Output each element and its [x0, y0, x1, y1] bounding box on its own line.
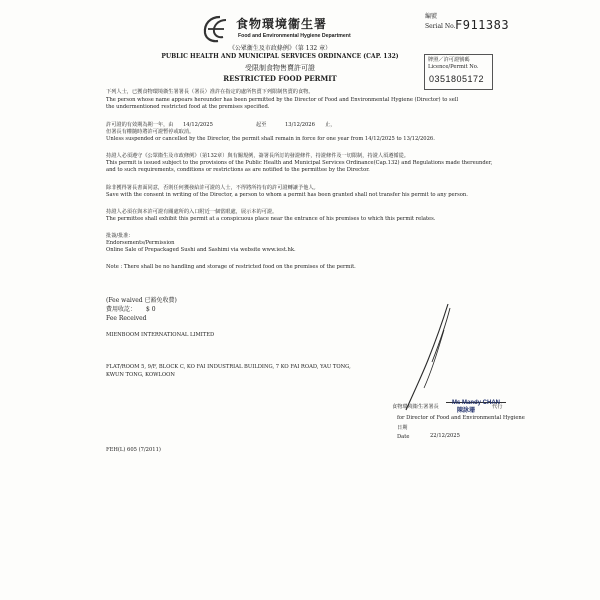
date-label-cn: 日期: [397, 425, 408, 431]
conditions-en-2: and to such requirements, conditions or restrictions as are notified to the permittee by the Director.: [106, 167, 370, 173]
acting-cn: 代行: [492, 404, 503, 410]
fee-label-cn: 費用收訖：: [106, 306, 137, 313]
serial-number: F911383: [455, 18, 510, 32]
conditions-cn: 持證人必須遵守《公眾衞生及市政條例》（第132章）與有關規例，簽署長所訂的發證條件，持證條件及一切限制，持證人須遵循從。: [106, 153, 409, 159]
transfer-cn: 除非獲得署長書面同意，否則任何獲發給許可證的人士，不得將所持有的許可證轉讓予他人。: [106, 185, 319, 191]
transfer-en: Save with the consent in writing of the Director, a person to whom a permit has been granted shall not transfer his permit to any person.: [106, 192, 468, 198]
endorsement-label-en: Endorsements/Permission: [106, 240, 175, 246]
exhibit-cn: 持證人必須在與本許可證有關處所的入口附近一個當眼處，展示本的可證。: [106, 209, 278, 215]
fee-label-en: Fee Received: [106, 315, 147, 322]
fehd-logo: [198, 14, 234, 44]
handling-note: Note : There shall be no handling and storage of restricted food on the premises of the permit.: [106, 264, 356, 270]
date-label-en: Date: [397, 434, 410, 440]
permit-title-cn: 受限制食物售賣許可證: [245, 64, 315, 72]
premises-address-line2: KWUN TONG, KOWLOON: [106, 372, 175, 378]
permit-statement-en-1: The person whose name appears hereunder has been permitted by the Director of Food and Environmental Hygiene (Director) to sell: [106, 97, 459, 103]
validity-cn-2: 但署長有權隨時將許可證暫停或取消。: [106, 129, 195, 135]
permit-title-en: RESTRICTED FOOD PERMIT: [223, 74, 337, 83]
conditions-en-1: This permit is issued subject to the provisions of the Public Health and Municipal Services Ordinance(Cap.132) and Regulations made thereunder,: [106, 160, 493, 166]
licence-label-en: Licence/Permit No.: [428, 64, 479, 70]
director-title-cn: 食物環境衞生署署長: [392, 404, 439, 410]
ordinance-title-cn: 《公眾衞生及市政條例》（第 132 章）: [228, 45, 332, 52]
validity-cn-c: 止，: [325, 122, 336, 128]
department-name-en: Food and Environmental Hygiene Department: [238, 33, 351, 39]
validity-en: Unless suspended or cancelled by the Director, the permit shall remain in force for one year from 14/12/2025 to 13/12/2026.: [106, 136, 435, 142]
serial-label-en: Serial No.: [425, 23, 456, 30]
serial-label-cn: 編號: [425, 13, 438, 20]
premises-address-line1: FLAT/ROOM 5, 9/F, BLOCK C, KO FAI INDUSTRIAL BUILDING, 7 KO FAI ROAD, YAU TONG,: [106, 364, 351, 370]
ordinance-title-en: PUBLIC HEALTH AND MUNICIPAL SERVICES ORDINANCE (CAP. 132): [161, 53, 399, 60]
permit-statement-en-2: the undermentioned restricted food at the premises specified.: [106, 104, 270, 110]
exhibit-en: The permittee shall exhibit this permit at a conspicuous place near the entrance of his premises to which this permit relates.: [106, 216, 436, 222]
licence-label-cn: 牌照／許可證號碼: [428, 57, 470, 63]
validity-from-date: 14/12/2025: [183, 122, 213, 128]
licence-number: 0351805172: [429, 74, 485, 84]
permit-statement-cn: 下列人士，已獲食物環境衞生署署長（署長）准許在指定的處所售賣下列限制售賣的食物。: [106, 89, 314, 95]
validity-cn-b: 起至: [256, 122, 267, 128]
endorsement-label-cn: 批簽/批准：: [106, 233, 134, 239]
fee-waived: (Fee waived 已豁免收費): [106, 297, 177, 304]
endorsement-text: Online Sale of Prepackaged Sushi and Sashimi via website www.iest.hk.: [106, 247, 296, 253]
name-stamp: Ms Mandy CHAN: [452, 400, 501, 406]
department-name-cn: 食物環境衞生署: [236, 17, 328, 31]
director-title-en: for Director of Food and Environmental Hygiene: [397, 415, 525, 421]
form-code: FEH(L) 605 (7/2011): [106, 447, 161, 453]
permittee-name: MIENBOOM INTERNATIONAL LIMITED: [106, 332, 215, 338]
validity-to-date: 13/12/2026: [285, 122, 315, 128]
fee-amount: $ 0: [146, 306, 156, 313]
name-stamp-cn: 陳詠珊: [457, 407, 476, 414]
licence-box: [424, 54, 493, 90]
issue-date: 22/12/2025: [430, 433, 460, 439]
validity-cn-a: 許可證的有效期為期一年，由: [106, 122, 174, 128]
